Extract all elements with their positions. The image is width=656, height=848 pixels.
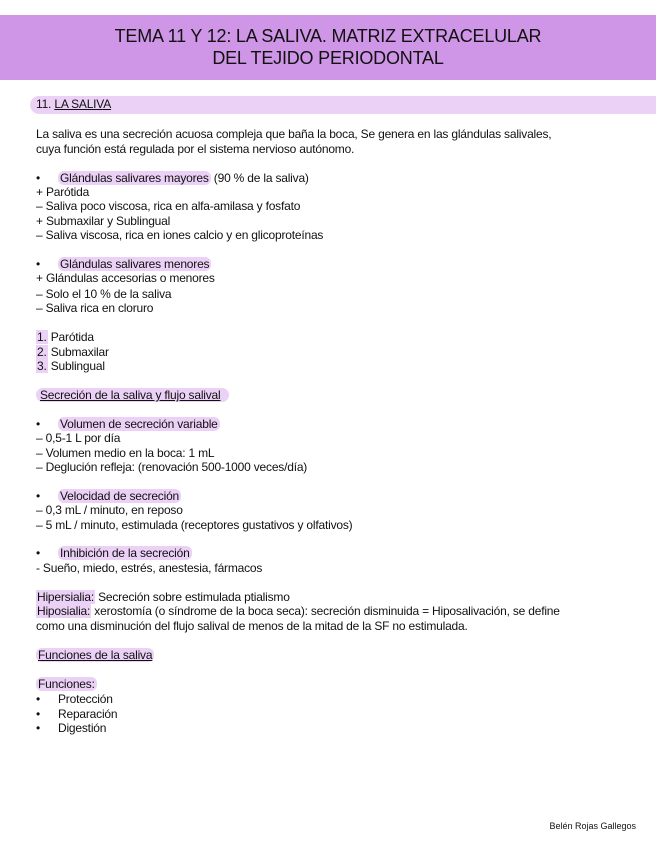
item-text: Digestión [58, 721, 107, 735]
list-item: – Saliva viscosa, rica en iones calcio y en glicoproteínas [36, 228, 324, 242]
list-item [36, 721, 106, 736]
list-item: – Volumen medio en la boca: 1 mL [36, 446, 215, 460]
list-item: – Saliva rica en cloruro [36, 301, 154, 315]
hiposialia-text: xerostomía (o síndrome de la boca seca): secreción disminuida = Hiposalivación, se define [91, 604, 560, 618]
intro-line-1: La saliva es una secreción acuosa compleja que baña la boca, Se genera en las glándulas salivales, [36, 127, 552, 141]
secrecion-title: Secreción de la saliva y flujo salival [36, 388, 229, 402]
item-text: Protección [58, 692, 113, 706]
glandulas-mayores-suffix: (90 % de la saliva) [210, 171, 309, 185]
glandulas-menores-label: Glándulas salivares menores [60, 257, 210, 271]
list-item [36, 692, 113, 707]
inhibicion-heading [36, 546, 192, 561]
bullet-icon: • [36, 417, 41, 431]
hiposialia-term: Hiposialia: [37, 604, 91, 618]
bullet-icon: • [36, 721, 41, 735]
item-number: 1. [37, 330, 47, 344]
bullet-icon: • [36, 546, 41, 560]
hipersialia-text: Secreción sobre estimulada ptialismo [94, 590, 290, 604]
section-title: LA SALIVA [54, 97, 112, 111]
page-title-line-1: TEMA 11 Y 12: LA SALIVA. MATRIZ EXTRACELULAR [114, 26, 542, 46]
volumen-label: Volumen de secreción variable [60, 417, 218, 431]
item-text: Reparación [58, 707, 118, 721]
list-item: + Submaxilar y Sublingual [36, 214, 171, 228]
item-number: 2. [37, 345, 47, 359]
list-item: – 0,3 mL / minuto, en reposo [36, 503, 183, 517]
page-title-line-2: DEL TEJIDO PERIODONTAL [212, 48, 444, 68]
funciones-label: Funciones: [38, 677, 95, 691]
numbered-item [36, 345, 109, 360]
inhibicion-label: Inhibición de la secreción [60, 546, 190, 560]
title-banner [0, 15, 656, 80]
item-text: Sublingual [47, 359, 105, 373]
list-item [36, 707, 117, 722]
secrecion-heading [36, 388, 229, 403]
list-item: + Glándulas accesorias o menores [36, 271, 215, 285]
list-item: – 5 mL / minuto, estimulada (receptores gustativos y olfativos) [36, 518, 353, 532]
velocidad-label: Velocidad de secreción [60, 489, 180, 503]
glandulas-mayores-label: Glándulas salivares mayores [60, 171, 209, 185]
glandulas-menores-heading [36, 257, 211, 272]
numbered-item [36, 359, 105, 374]
hipersialia-term: Hipersialia: [37, 590, 94, 604]
glandulas-mayores-heading [36, 171, 309, 186]
list-item: – 0,5-1 L por día [36, 431, 121, 445]
section-heading-bar [30, 96, 656, 114]
bullet-icon: • [36, 171, 41, 185]
list-item: - Sueño, miedo, estrés, anestesia, fármacos [36, 561, 263, 575]
item-text: Parótida [47, 330, 94, 344]
bullet-icon: • [36, 692, 41, 706]
list-item: – Deglución refleja: (renovación 500-1000 veces/día) [36, 460, 308, 474]
numbered-item [36, 330, 94, 345]
hipersialia-line [36, 590, 290, 605]
hiposialia-line [36, 604, 560, 619]
funciones-title: Funciones de la saliva [38, 648, 153, 662]
bullet-icon: • [36, 707, 41, 721]
section-heading [36, 97, 111, 112]
hiposialia-line-2: como una disminución del flujo salival de menos de la mitad de la SF no estimulada. [36, 619, 468, 633]
intro-line-2: cuya función está regulada por el sistema nervioso autónomo. [36, 142, 355, 156]
list-item: – Solo el 10 % de la saliva [36, 287, 172, 301]
funciones-sublabel [36, 677, 97, 692]
item-text: Submaxilar [47, 345, 109, 359]
list-item: + Parótida [36, 185, 90, 199]
section-number: 11. [36, 97, 52, 111]
velocidad-heading [36, 489, 181, 504]
funciones-heading [36, 648, 154, 663]
author-footer: Belén Rojas Gallegos [549, 821, 636, 831]
bullet-icon: • [36, 257, 41, 271]
list-item: – Saliva poco viscosa, rica en alfa-amilasa y fosfato [36, 199, 301, 213]
volumen-heading [36, 417, 220, 432]
item-number: 3. [37, 359, 47, 373]
bullet-icon: • [36, 489, 41, 503]
